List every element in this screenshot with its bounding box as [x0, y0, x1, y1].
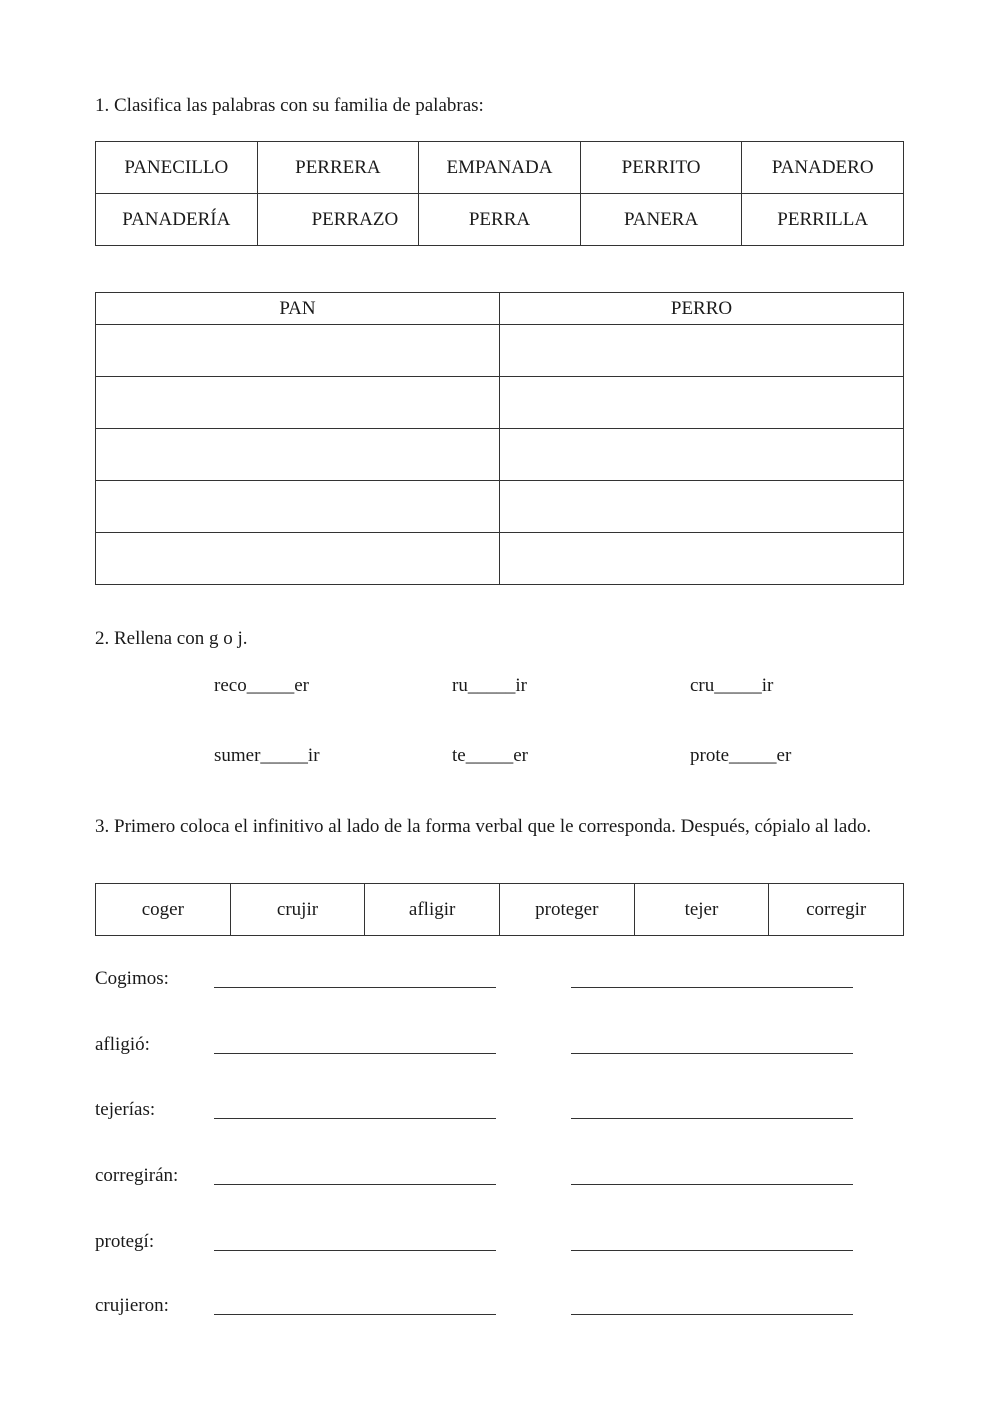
family-header-perro: PERRO	[500, 293, 904, 325]
table-row	[96, 142, 904, 194]
answer-line[interactable]	[214, 1250, 496, 1251]
table-row	[96, 325, 904, 377]
answer-line[interactable]	[571, 1250, 853, 1251]
verb-cell: coger	[96, 884, 231, 936]
answer-line[interactable]	[571, 1314, 853, 1315]
verb-cell: proteger	[499, 884, 634, 936]
verb-cell: afligir	[365, 884, 500, 936]
answer-line[interactable]	[571, 1053, 853, 1054]
fill-blank-item[interactable]: prote_____er	[690, 745, 792, 766]
answer-cell[interactable]	[96, 325, 500, 377]
family-header-pan: PAN	[96, 293, 500, 325]
table-row	[96, 429, 904, 481]
word-cell: EMPANADA	[419, 142, 581, 194]
answer-cell[interactable]	[96, 481, 500, 533]
verb-cell: corregir	[769, 884, 904, 936]
verb-bank-table	[95, 883, 904, 936]
fill-blank-item[interactable]: reco_____er	[214, 675, 309, 696]
word-cell: PANERA	[580, 194, 742, 246]
answer-line[interactable]	[571, 987, 853, 988]
word-cell: PERRERA	[257, 142, 419, 194]
answer-cell[interactable]	[500, 429, 904, 481]
answer-line[interactable]	[214, 1184, 496, 1185]
answer-line[interactable]	[571, 1184, 853, 1185]
question-3-title: 3. Primero coloca el infinitivo al lado de la forma verbal que le corresponda. Después, cópialo al lado.	[95, 816, 872, 837]
question-1-title: 1. Clasifica las palabras con su familia de palabras:	[95, 95, 484, 116]
answer-cell[interactable]	[500, 377, 904, 429]
word-cell: PANECILLO	[96, 142, 258, 194]
verb-form-label: corregirán:	[95, 1165, 179, 1186]
answer-cell[interactable]	[96, 429, 500, 481]
answer-line[interactable]	[214, 1053, 496, 1054]
answer-cell[interactable]	[500, 481, 904, 533]
table-row	[96, 377, 904, 429]
verb-form-label: tejerías:	[95, 1099, 156, 1120]
word-family-table	[95, 292, 904, 585]
table-row	[96, 884, 904, 936]
verb-cell: tejer	[634, 884, 769, 936]
table-row	[96, 194, 904, 246]
word-cell: PANADERO	[742, 142, 904, 194]
word-cell: PERRITO	[580, 142, 742, 194]
verb-form-label: Cogimos:	[95, 968, 169, 989]
answer-cell[interactable]	[500, 533, 904, 585]
table-row	[96, 481, 904, 533]
answer-line[interactable]	[214, 1314, 496, 1315]
fill-blank-item[interactable]: te_____er	[452, 745, 528, 766]
table-row	[96, 533, 904, 585]
verb-form-label: protegí:	[95, 1231, 155, 1252]
answer-line[interactable]	[571, 1118, 853, 1119]
word-cell: PERRILLA	[742, 194, 904, 246]
verb-form-label: crujieron:	[95, 1295, 169, 1316]
word-cell: PERRA	[419, 194, 581, 246]
answer-cell[interactable]	[500, 325, 904, 377]
answer-cell[interactable]	[96, 377, 500, 429]
answer-line[interactable]	[214, 987, 496, 988]
verb-cell: crujir	[230, 884, 365, 936]
word-cell: PANADERÍA	[96, 194, 258, 246]
fill-blank-item[interactable]: cru_____ir	[690, 675, 774, 696]
table-header-row	[96, 293, 904, 325]
question-2-title: 2. Rellena con g o j.	[95, 628, 248, 649]
answer-cell[interactable]	[96, 533, 500, 585]
verb-form-label: afligió:	[95, 1034, 150, 1055]
answer-line[interactable]	[214, 1118, 496, 1119]
word-bank-table	[95, 141, 904, 246]
word-cell: PERRAZO	[257, 194, 419, 246]
fill-blank-item[interactable]: sumer_____ir	[214, 745, 320, 766]
fill-blank-item[interactable]: ru_____ir	[452, 675, 527, 696]
